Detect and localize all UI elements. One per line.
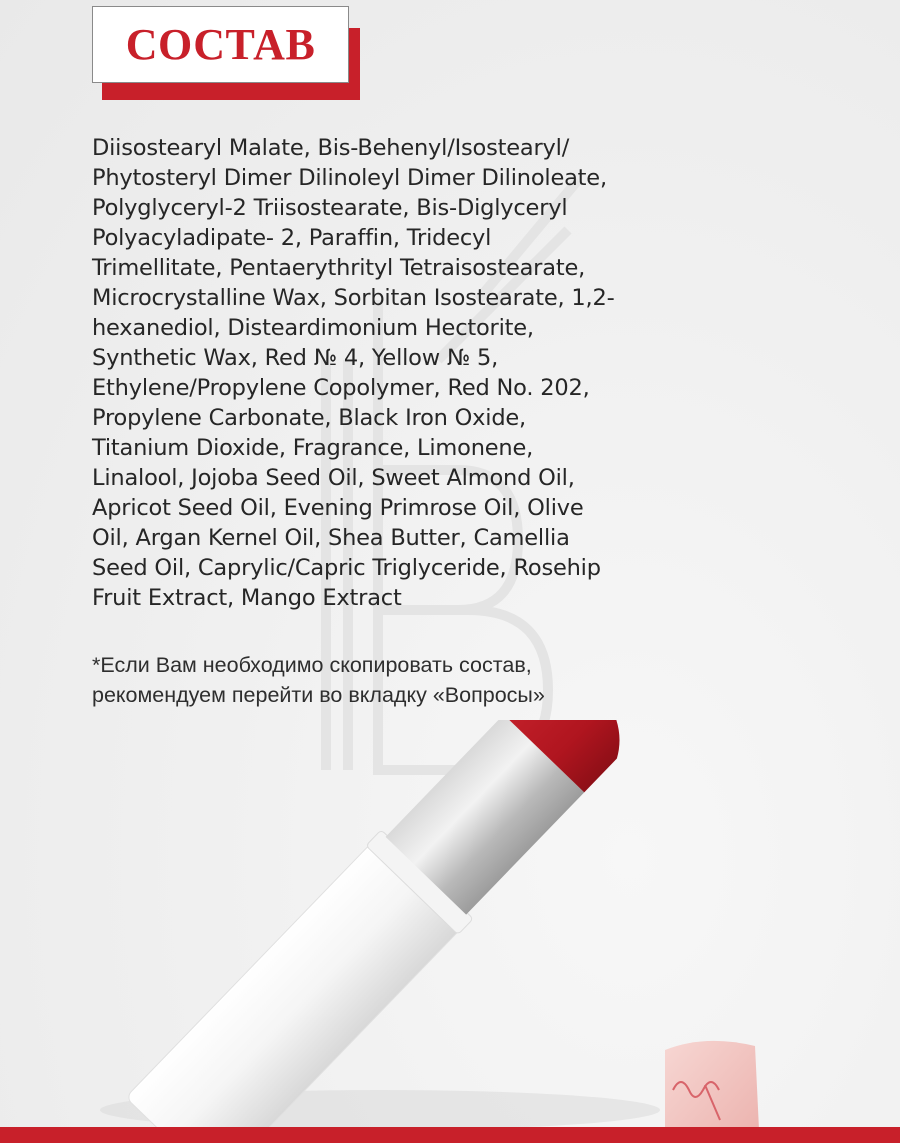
copy-note: *Если Вам необходимо скопировать состав, рекомендуем перейти во вкладку «Вопросы» — [92, 653, 545, 707]
lipstick-image — [0, 720, 900, 1143]
page-title: СОСТАВ — [125, 19, 316, 69]
title-box — [92, 6, 349, 83]
ingredients-list: Diisostearyl Malate, Bis-Behenyl/Isostearyl/ Phytosteryl Dimer Dilinoleyl Dimer Dilinoleate, Polyglyceryl-2 Triisostearate, Bis-Diglyceryl Polyacyladipate- 2, Paraffin, Tridecyl Trimellitate, Pentaerythrityl Tetraisostearate, Microcrystalline Wax, Sorbitan Isostearate, 1,2- hexanediol, Disteardimonium Hectorite, Synthetic Wax, Red № 4, Yellow № 5, Ethylene/Propylene Copolymer, Red No. 202, Propylene Carbonate, Black Iron Oxide, Titanium Dioxide, Fragrance, Limonene, Linalool, Jojoba Seed Oil, Sweet Almond Oil, Apricot Seed Oil, Evening Primrose Oil, Olive Oil, Argan Kernel Oil, Shea Butter, Camellia Seed Oil, Caprylic/Capric Triglyceride, Rosehip Fruit Extract, Mango Extract — [92, 135, 615, 611]
bottom-accent-bar — [0, 1127, 900, 1143]
